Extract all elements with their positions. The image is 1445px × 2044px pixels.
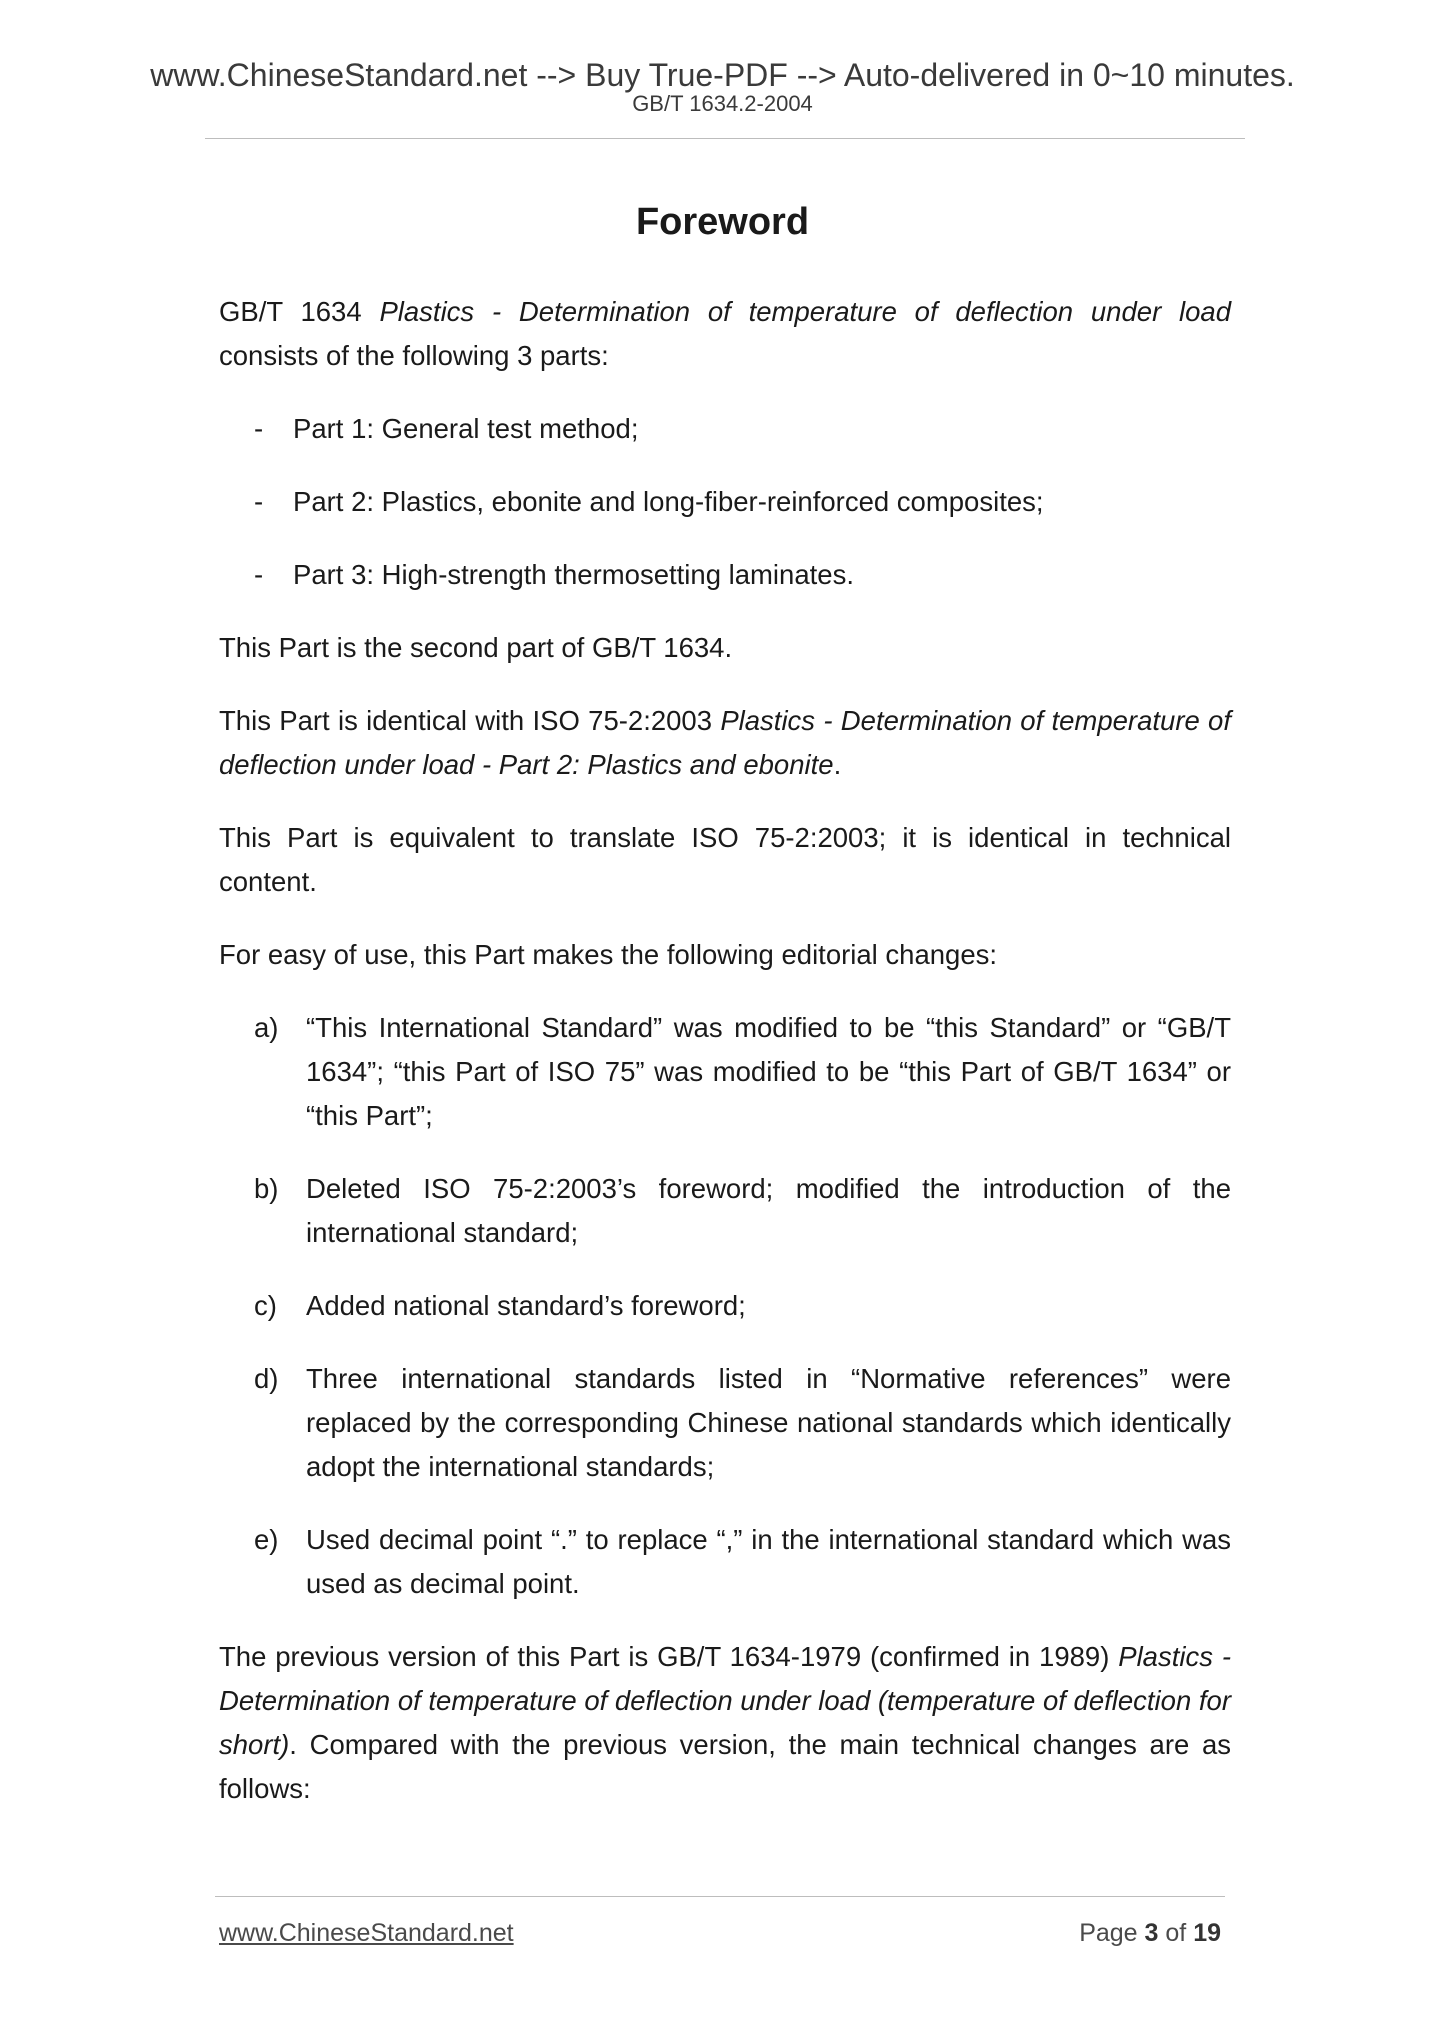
editorial-intro: For easy of use, this Part makes the following editorial changes:: [219, 939, 998, 970]
identical-paragraph: This Part is identical with ISO 75-2:2003 Plastics - Determination of temperature of deflection under load - Part 2: Plastics and ebonite.: [219, 705, 1231, 780]
list-item: - Part 2: Plastics, ebonite and long-fiber-reinforced composites;: [254, 486, 1044, 517]
intro-paragraph: GB/T 1634 Plastics - Determination of temperature of deflection under load consists of the following 3 parts:: [219, 296, 1232, 371]
document-body: [219, 290, 1231, 1840]
previous-version-paragraph: The previous version of this Part is GB/T 1634-1979 (confirmed in 1989) Plastics - Determination of temperature of deflection under load (temperature of deflection for short). Compared with the previous version, the main technical changes are as follows:: [219, 1641, 1232, 1804]
header-doc-id: GB/T 1634.2-2004: [632, 91, 813, 116]
list-item: c) Added national standard’s foreword;: [254, 1290, 746, 1321]
second-part-paragraph: This Part is the second part of GB/T 1634.: [219, 632, 733, 663]
header-divider: [205, 138, 1245, 139]
list-item: d) Three international standards listed in “Normative references” were replaced by the corresponding Chinese national standards which identically adopt the international standards;: [254, 1363, 1231, 1482]
page-title: Foreword: [635, 201, 810, 243]
list-item: - Part 3: High-strength thermosetting laminates.: [254, 559, 854, 590]
equivalent-paragraph: This Part is equivalent to translate ISO 75-2:2003; it is identical in technical content.: [219, 822, 1231, 897]
footer-divider: [215, 1896, 1225, 1897]
list-item: b) Deleted ISO 75-2:2003’s foreword; modified the introduction of the international standard;: [254, 1173, 1231, 1248]
footer-site-link[interactable]: www.ChineseStandard.net: [219, 1919, 514, 1947]
list-item: - Part 1: General test method;: [254, 413, 639, 444]
list-item: e) Used decimal point “.” to replace “,” in the international standard which was used as decimal point.: [254, 1524, 1231, 1599]
page-number: Page 3 of 19: [1079, 1919, 1221, 1947]
header-banner: www.ChineseStandard.net --> Buy True-PDF --> Auto-delivered in 0~10 minutes.: [150, 57, 1295, 93]
list-item: a) “This International Standard” was modified to be “this Standard” or “GB/T 1634”; “this Part of ISO 75” was modified to be “this Part of GB/T 1634” or “this Part”;: [254, 1012, 1231, 1131]
